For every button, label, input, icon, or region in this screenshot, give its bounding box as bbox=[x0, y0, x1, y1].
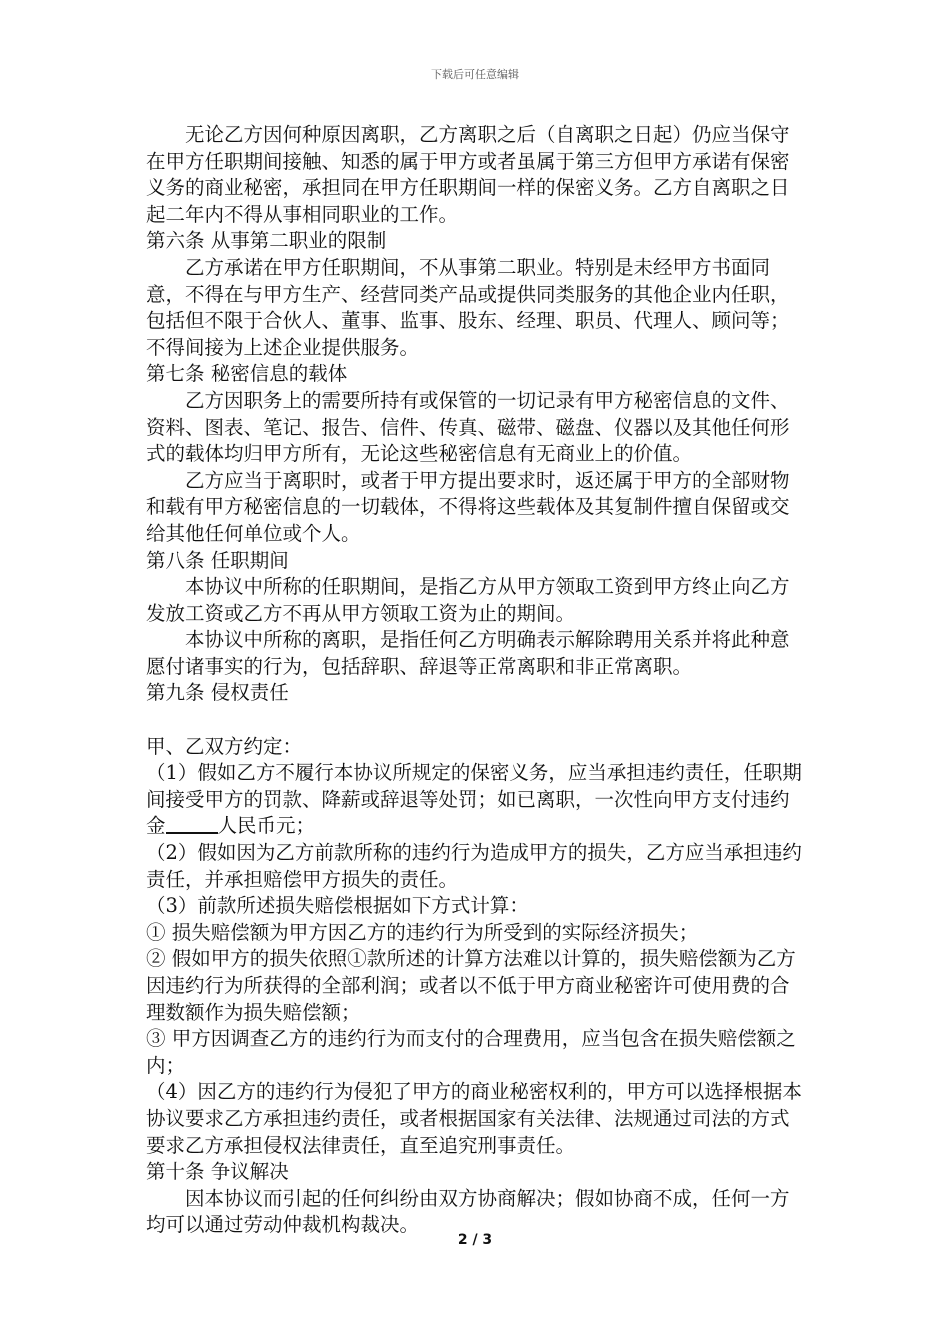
article-8-heading: 第八条 任职期间 bbox=[146, 548, 289, 572]
header-note: 下载后可任意编辑 bbox=[431, 68, 519, 81]
paragraph-return-property: 乙方应当于离职时，或者于甲方提出要求时，返还属于甲方的全部财物和载有甲方秘密信息的一切载体，不得将这些载体及其复制件擅自保留或交给其他任何单位或个人。 bbox=[146, 468, 790, 545]
article-9-heading: 第九条 侵权责任 bbox=[146, 681, 289, 705]
article-10-heading: 第十条 争议解决 bbox=[146, 1160, 289, 1184]
clause-4: （4）因乙方的违约行为侵犯了甲方的商业秘密权利的，甲方可以选择根据本协议要求乙方承担违约责任，或者根据国家有关法律、法规通过司法的方式要求乙方承担侵权法律责任，直至追究刑事责任。 bbox=[146, 1080, 802, 1157]
paragraph-agreement: 甲、乙双方约定： bbox=[146, 734, 303, 758]
paragraph-resignation: 本协议中所称的离职，是指任何乙方明确表示解除聘用关系并将此种意愿付诸事实的行为，包括辞职、辞退等正常离职和非正常离职。 bbox=[146, 628, 790, 678]
clause-2: （2）假如因为乙方前款所称的违约行为造成甲方的损失，乙方应当承担违约责任，并承担赔偿甲方损失的责任。 bbox=[146, 841, 802, 891]
document-body bbox=[146, 122, 806, 1239]
sub-clause-3: ③ 甲方因调查乙方的违约行为而支付的合理费用，应当包含在损失赔偿额之内； bbox=[146, 1027, 796, 1077]
penalty-amount-blank bbox=[166, 814, 218, 834]
paragraph-employment-period: 本协议中所称的任职期间，是指乙方从甲方领取工资到甲方终止向乙方发放工资或乙方不再从甲方领取工资为止的期间。 bbox=[146, 575, 790, 625]
page-number: 2 / 3 bbox=[457, 1232, 493, 1248]
clause-1-text: （1）假如乙方不履行本协议所规定的保密义务，应当承担违约责任，任职期间接受甲方的罚款、降薪或辞退等处罚；如已离职，一次性向甲方支付违约金 bbox=[146, 761, 802, 838]
paragraph-carriers: 乙方因职务上的需要所持有或保管的一切记录有甲方秘密信息的文件、资料、图表、笔记、报告、信件、传真、磁带、磁盘、仪器以及其他任何形式的载体均归甲方所有，无论这些秘密信息有无商业上的价值。 bbox=[146, 388, 790, 466]
clause-3: （3）前款所述损失赔偿根据如下方式计算： bbox=[146, 894, 529, 918]
sub-clause-2: ② 假如甲方的损失依照①款所述的计算方法难以计算的，损失赔偿额为乙方因违约行为所获得的全部利润；或者以不低于甲方商业秘密许可使用费的合理数额作为损失赔偿额； bbox=[146, 947, 796, 1024]
article-7-heading: 第七条 秘密信息的载体 bbox=[146, 362, 348, 386]
paragraph-dispute-resolution: 因本协议而引起的任何纠纷由双方协商解决；假如协商不成，任何一方均可以通过劳动仲裁机构裁决。 bbox=[146, 1186, 790, 1237]
paragraph-second-job: 乙方承诺在甲方任职期间，不从事第二职业。特别是未经甲方书面同意，不得在与甲方生产、经营同类产品或提供同类服务的其他企业内任职，包括但不限于合伙人、董事、监事、股东、经理、职员、代理人、顾问等；不得间接为上述企业提供服务。 bbox=[146, 255, 790, 359]
blank-line bbox=[146, 707, 806, 734]
clause-1 bbox=[146, 760, 806, 840]
article-6-heading: 第六条 从事第二职业的限制 bbox=[146, 229, 387, 253]
paragraph-confidentiality-after-leaving: 无论乙方因何种原因离职，乙方离职之后（自离职之日起）仍应当保守在甲方任职期间接触、知悉的属于甲方或者虽属于第三方但甲方承诺有保密义务的商业秘密，承担同在甲方任职期间一样的保密义务。乙方自离职之日起二年内不得从事相同职业的工作。 bbox=[146, 123, 790, 226]
sub-clause-1: ① 损失赔偿额为甲方因乙方的违约行为所受到的实际经济损失； bbox=[146, 920, 699, 944]
clause-1-currency: 人民币元； bbox=[217, 814, 316, 838]
